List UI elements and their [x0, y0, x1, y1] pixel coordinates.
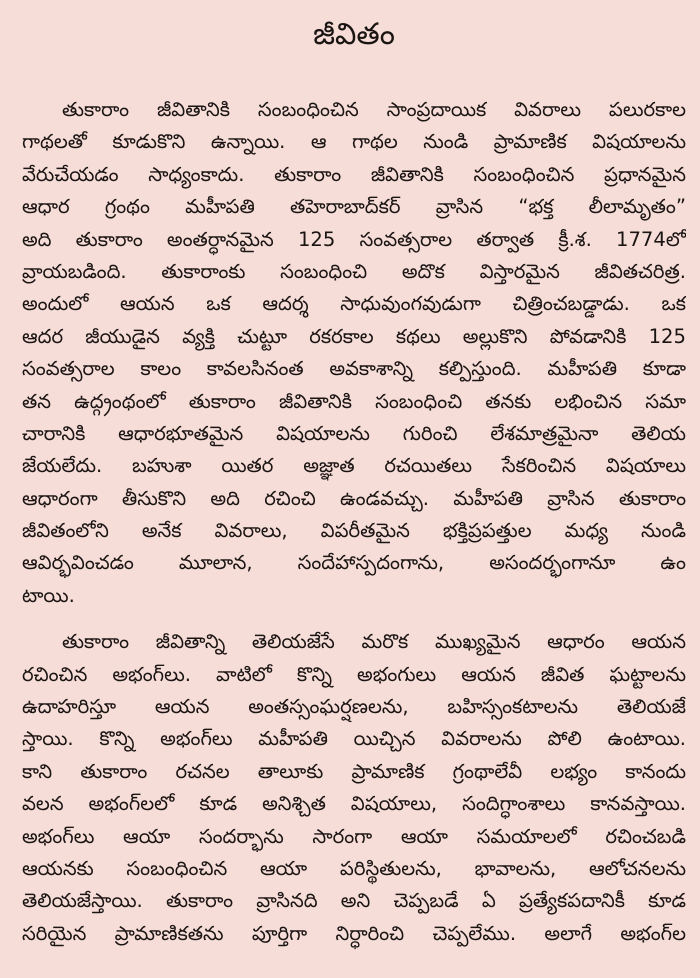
- text-line: అందులో ఆయన ఒక ఆదర్శ సాధువుంగవుడుగా చిత్రించబడ్డాడు. ఒక: [22, 292, 686, 316]
- text-line: గాథలతో కూడుకొని ఉన్నాయి. ఆ గాథల నుండి ప్రామాణిక విషయాలను: [22, 130, 686, 154]
- text-line: ఆయనకు సంబంధించిన ఆయా పరిస్థితులను, భావాలను, ఆలోచనలను: [22, 856, 686, 880]
- text-line: రచించిన అభంగ్‌లు. వాటిలో కొన్ని అభంగులు ఆయన జీవిత ఘట్టాలను: [22, 662, 686, 686]
- text-line: ఉదాహరిస్తూ ఆయన అంతస్సంఘర్షణలను, బహిస్సంకటాలను తెలియజే: [22, 695, 686, 719]
- text-line: తుకారాం జీవితానికి సంబంధించిన సాంప్రదాయిక వివరాలు పలురకాల: [62, 98, 686, 121]
- text-line: అభంగ్‌లు ఆయా సందర్భాను సారంగా ఆయా సమయాలలో రచించబడి: [22, 824, 686, 848]
- text-line: చారానికి ఆధారభూతమైన విషయాలను గురించి లేశమాత్రమైనా తెలియ: [22, 421, 686, 445]
- text-line: కాని తుకారాం రచనల తాలూకు ప్రామాణిక గ్రంథాలేవీ లభ్యం కానందు: [22, 759, 686, 783]
- text-line: వలన అభంగ్‌లలో కూడ అనిశ్చిత విషయాలు, సందిగ్ధాంశాలు కానవస్తాయి.: [22, 792, 686, 816]
- text-line: సరియైన ప్రామాణికతను పూర్తిగా నిర్ధారించి చెప్పలేము. అలాగే అభంగ్‌ల: [22, 921, 686, 945]
- text-line: ఆధారంగా తీసుకొని అది రచించి ఉండవచ్చు. మహీపతి వ్రాసిన తుకారాం: [22, 486, 686, 510]
- text-line: జేయలేదు. బహుశా యితర అజ్ఞాత రచయితలు సేకరించిన విషయాలు: [22, 454, 686, 478]
- paragraph-2: [22, 626, 686, 950]
- text-line: ఆధార గ్రంథం మహీపతి తహెరాబాద్‌కర్ వ్రాసిన “భక్త లీలామృతం”: [22, 195, 686, 219]
- text-line: ఆదర జీయుడైన వ్యక్తి చుట్టూ రకరకాల కథలు అల్లుకొని పోవడానికి 125: [22, 324, 686, 348]
- paragraph-1: [22, 94, 686, 612]
- text-line: తన ఉద్గ్రంథంలో తుకారాం జీవితానికి సంబంధించి తనకు లభించిన సమా: [22, 389, 686, 413]
- paragraph-gap: [22, 612, 686, 626]
- text-line: స్తాయి. కొన్ని అభంగ్‌లు మహీపతి యిచ్చిన వివరాలను పోలి ఉంటాయి.: [22, 727, 686, 751]
- page-title: జీవితం: [313, 17, 395, 52]
- text-line: జీవితంలోని అనేక వివరాలు, విపరీతమైన భక్తిప్రపత్తుల మధ్య నుండి: [22, 519, 686, 543]
- text-line: తెలియజేస్తాయి. తుకారాం వ్రాసినది అని చెప్పబడే ఏ ప్రత్యేకపదానికీ కూడ: [22, 889, 686, 913]
- text-line: వ్రాయబడింది. తుకారాంకు సంబంధించి అదొక విస్తారమైన జీవితచరిత్ర.: [22, 259, 686, 283]
- text-line: అది తుకారాం అంతర్ధానమైన 125 సంవత్సరాల తర్వాత క్రీ.శ. 1774లో: [22, 227, 686, 251]
- text-line: టాయి.: [22, 583, 75, 607]
- text-line: ఆవిర్భవించడం మూలాన, సందేహాస్పదంగాను, అసందర్భంగానూ ఉం: [22, 551, 686, 575]
- text-line: వేరుచేయడం సాధ్యంకాదు. తుకారాం జీవితానికి సంబంధించిన ప్రధానమైన: [22, 162, 686, 186]
- text-line: సంవత్సరాల కాలం కావలసినంత అవకాశాన్ని కల్పిస్తుంది. మహీపతి కూడా: [22, 357, 686, 381]
- text-line: తుకారాం జీవితాన్ని తెలియజేసే మరొక ముఖ్యమైన ఆధారం ఆయన: [62, 630, 686, 654]
